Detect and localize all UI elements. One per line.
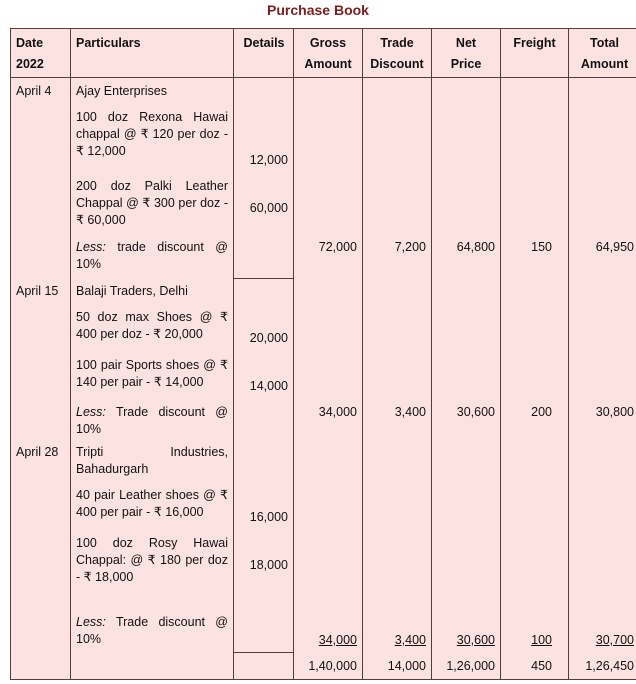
gross-amount: 34,000 xyxy=(318,633,357,647)
trade-discount-amount: 7,200 xyxy=(394,240,426,254)
header-total: Total xyxy=(590,36,619,50)
entry-date: April 28 xyxy=(16,445,59,459)
column-divider xyxy=(431,28,432,680)
total-gross-amount: 1,40,000 xyxy=(308,659,357,673)
entry-date: April 4 xyxy=(16,84,52,98)
net-price: 30,600 xyxy=(456,633,495,647)
column-divider xyxy=(500,28,501,680)
trade-discount-amount: 3,400 xyxy=(394,633,426,647)
freight-amount: 100 xyxy=(531,633,552,647)
freight-amount: 150 xyxy=(531,240,552,254)
header-details: Details xyxy=(243,36,285,50)
table-border-left xyxy=(10,28,11,680)
purchase-book-table xyxy=(10,28,636,680)
header-particulars: Particulars xyxy=(76,36,141,50)
item-detail-amount: 18,000 xyxy=(249,558,288,572)
item-description: 100 pair Sports shoes @ ₹ 140 per pair - ₹ 14,000 xyxy=(76,358,228,389)
entry-date: April 15 xyxy=(16,284,59,298)
item-description: 100 doz Rexona Hawai chappal @ ₹ 120 per doz - ₹ 12,000 xyxy=(76,110,228,158)
header-net: Net xyxy=(455,36,477,50)
item-detail-amount: 16,000 xyxy=(249,510,288,524)
table-border-top xyxy=(10,28,636,29)
column-divider xyxy=(293,28,294,680)
freight-amount: 200 xyxy=(531,405,552,419)
item-description: 100 doz Rosy Hawai Chappal: @ ₹ 180 per doz - ₹ 18,000 xyxy=(76,536,228,584)
item-detail-amount: 12,000 xyxy=(249,153,288,167)
trade-discount-amount: 3,400 xyxy=(394,405,426,419)
item-detail-amount: 20,000 xyxy=(249,331,288,345)
entry-party: Balaji Traders, Delhi xyxy=(76,284,188,298)
header-total-amount: Amount xyxy=(580,57,629,71)
column-divider xyxy=(233,28,234,680)
item-description: 200 doz Palki Leather Chappal @ ₹ 300 per doz - ₹ 60,000 xyxy=(76,179,228,227)
column-divider xyxy=(568,28,569,680)
net-price: 30,600 xyxy=(456,405,495,419)
total-amount: 30,800 xyxy=(595,405,634,419)
header-trade-discount: Discount xyxy=(370,57,424,71)
total-trade-discount: 14,000 xyxy=(387,659,426,673)
total-amount: 64,950 xyxy=(595,240,634,254)
header-trade: Trade xyxy=(380,36,414,50)
column-divider xyxy=(70,28,71,680)
gross-amount: 72,000 xyxy=(318,240,357,254)
item-detail-amount: 14,000 xyxy=(249,379,288,393)
details-divider xyxy=(233,278,293,279)
gross-amount: 34,000 xyxy=(318,405,357,419)
header-net-price: Price xyxy=(450,57,482,71)
trade-discount-note: Less: Trade discount @ 10% xyxy=(76,615,228,646)
column-divider xyxy=(362,28,363,680)
net-price: 64,800 xyxy=(456,240,495,254)
header-divider xyxy=(10,77,636,78)
item-detail-amount: 60,000 xyxy=(249,201,288,215)
table-border-bottom xyxy=(10,679,636,680)
item-description: 40 pair Leather shoes @ ₹ 400 per pair - ₹ 16,000 xyxy=(76,488,228,519)
header-freight: Freight xyxy=(513,36,556,50)
grand-total-amount: 1,26,450 xyxy=(585,659,634,673)
header-date: Date xyxy=(16,36,44,50)
total-net-price: 1,26,000 xyxy=(446,659,495,673)
total-freight: 450 xyxy=(531,659,552,673)
header-gross: Gross xyxy=(309,36,347,50)
trade-discount-note: Less: Trade discount @ 10% xyxy=(76,405,228,436)
page-title: Purchase Book xyxy=(267,2,369,18)
total-amount: 30,700 xyxy=(595,633,634,647)
entry-party: Ajay Enterprises xyxy=(76,84,168,98)
trade-discount-note: Less: trade discount @ 10% xyxy=(76,240,228,271)
header-date-year: 2022 xyxy=(16,57,44,71)
details-divider xyxy=(233,652,293,653)
header-gross-amount: Amount xyxy=(304,57,352,71)
entry-party: Tripti Industries, Bahadurgarh xyxy=(76,445,228,476)
item-description: 50 doz max Shoes @ ₹ 400 per doz - ₹ 20,000 xyxy=(76,310,228,341)
